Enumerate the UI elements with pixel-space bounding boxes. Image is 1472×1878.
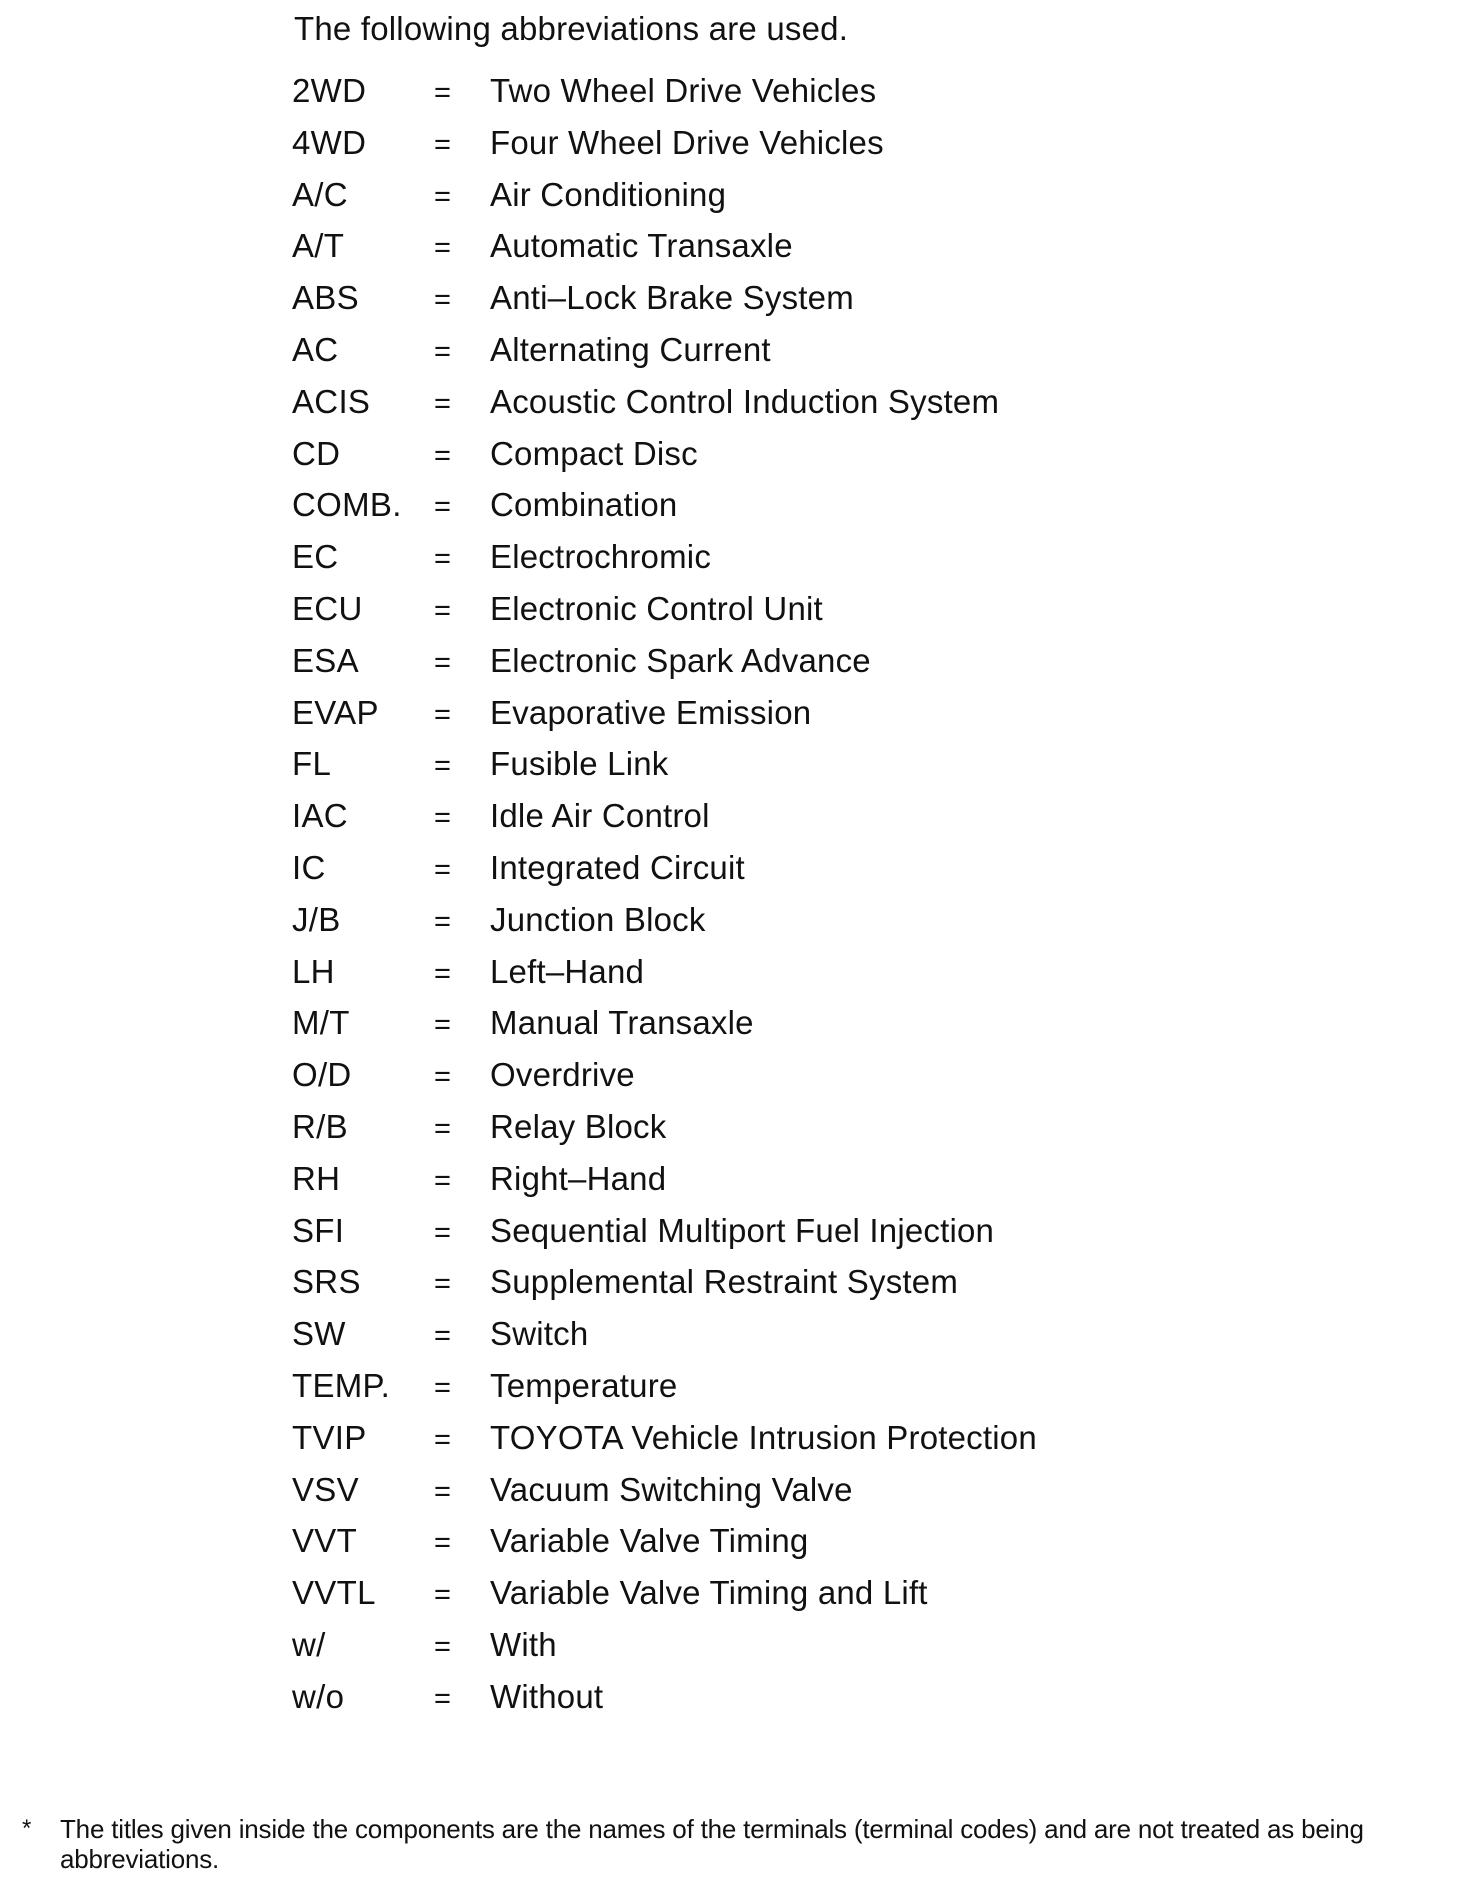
abbreviation-definition: Acoustic Control Induction System [490, 382, 1000, 420]
abbreviation-term: ECU [292, 589, 363, 627]
equals-sign: = [434, 284, 451, 317]
abbreviation-definition: Supplemental Restraint System [490, 1263, 959, 1301]
abbreviation-row [292, 538, 1037, 590]
equals-sign: = [434, 957, 451, 990]
abbreviation-definition: Two Wheel Drive Vehicles [490, 72, 877, 109]
abbreviation-row [292, 953, 1037, 1005]
abbreviation-row [292, 1419, 1037, 1471]
abbreviation-term: SW [292, 1315, 346, 1353]
abbreviation-term: COMB. [292, 486, 402, 524]
abbreviation-term: VVTL [292, 1574, 376, 1612]
equals-sign: = [434, 1371, 451, 1404]
abbreviation-definition: Variable Valve Timing [490, 1522, 809, 1560]
abbreviation-row [292, 1574, 1037, 1626]
abbreviation-row [292, 590, 1037, 642]
abbreviation-row [292, 1004, 1037, 1056]
abbreviation-definition: With [490, 1625, 557, 1663]
abbreviation-definition: Without [490, 1677, 604, 1715]
equals-sign: = [434, 802, 451, 835]
abbreviation-definition: Overdrive [490, 1056, 635, 1094]
abbreviation-row [292, 1678, 1037, 1730]
equals-sign: = [434, 1009, 451, 1042]
footnote-text: The titles given inside the components are the names of the terminals (terminal codes) and are not treated as being abbreviations. [60, 1814, 1364, 1874]
abbreviation-row [292, 1626, 1037, 1678]
abbreviation-definition: Automatic Transaxle [490, 227, 793, 265]
abbreviation-row [292, 1367, 1037, 1419]
equals-sign: = [434, 77, 451, 109]
abbreviation-row [292, 1263, 1037, 1315]
equals-sign: = [434, 1475, 451, 1508]
footnote-mark: * [22, 1815, 32, 1842]
abbreviation-term: 4WD [292, 123, 367, 161]
abbreviation-definition: Idle Air Control [490, 797, 710, 835]
abbreviation-row [292, 1056, 1037, 1108]
equals-sign: = [434, 1320, 451, 1353]
abbreviation-term: AC [292, 330, 339, 368]
abbreviation-definition: TOYOTA Vehicle Intrusion Protection [490, 1418, 1037, 1456]
abbreviation-term: ESA [292, 641, 359, 679]
abbreviation-row [292, 1108, 1037, 1160]
abbreviation-definition: Air Conditioning [490, 175, 727, 213]
abbreviation-definition: Temperature [490, 1366, 678, 1404]
equals-sign: = [434, 387, 451, 420]
abbreviation-row [292, 1471, 1037, 1523]
abbreviation-term: A/T [292, 227, 345, 265]
equals-sign: = [434, 1579, 451, 1612]
abbreviation-row [292, 279, 1037, 331]
abbreviation-row [292, 1212, 1037, 1264]
equals-sign: = [434, 128, 451, 161]
abbreviation-row [292, 383, 1037, 435]
abbreviation-definition: Vacuum Switching Valve [490, 1470, 853, 1508]
abbreviation-row [292, 745, 1037, 797]
abbreviation-term: w/o [292, 1677, 345, 1715]
abbreviation-definition: Switch [490, 1315, 589, 1353]
footnote [22, 1814, 1462, 1874]
abbreviation-row [292, 1160, 1037, 1212]
abbreviation-term: TVIP [292, 1418, 367, 1456]
abbreviation-definition: Electronic Control Unit [490, 589, 823, 627]
abbreviation-row [292, 694, 1037, 746]
equals-sign: = [434, 1061, 451, 1094]
abbreviation-term: w/ [292, 1625, 326, 1663]
abbreviation-term: CD [292, 434, 341, 472]
equals-sign: = [434, 1268, 451, 1301]
equals-sign: = [434, 180, 451, 213]
abbreviation-definition: Variable Valve Timing and Lift [490, 1574, 928, 1612]
abbreviation-row [292, 901, 1037, 953]
abbreviation-definition: Evaporative Emission [490, 693, 812, 731]
equals-sign: = [434, 335, 451, 368]
abbreviation-term: SRS [292, 1263, 361, 1301]
abbreviation-row [292, 435, 1037, 487]
abbreviation-term: A/C [292, 175, 348, 213]
abbreviation-definition: Junction Block [490, 900, 706, 938]
abbreviation-list [292, 72, 1037, 1730]
abbreviation-definition: Alternating Current [490, 330, 771, 368]
abbreviation-definition: Compact Disc [490, 434, 698, 472]
abbreviation-row [292, 486, 1037, 538]
equals-sign: = [434, 853, 451, 886]
equals-sign: = [434, 1216, 451, 1249]
abbreviation-term: TEMP. [292, 1366, 391, 1404]
abbreviation-definition: Left–Hand [490, 952, 645, 990]
abbreviation-term: O/D [292, 1056, 352, 1094]
abbreviation-definition: Electrochromic [490, 538, 712, 576]
abbreviation-term: EC [292, 538, 339, 576]
abbreviation-definition: Four Wheel Drive Vehicles [490, 123, 884, 161]
abbreviation-row [292, 227, 1037, 279]
abbreviation-row [292, 1522, 1037, 1574]
equals-sign: = [434, 491, 451, 524]
abbreviation-definition: Right–Hand [490, 1159, 667, 1197]
abbreviation-definition: Anti–Lock Brake System [490, 279, 854, 317]
abbreviation-term: M/T [292, 1004, 350, 1042]
abbreviation-term: IC [292, 848, 326, 886]
abbreviation-row [292, 642, 1037, 694]
abbreviation-row [292, 849, 1037, 901]
abbreviation-term: LH [292, 952, 335, 990]
abbreviation-definition: Fusible Link [490, 745, 669, 783]
equals-sign: = [434, 1112, 451, 1145]
abbreviation-term: ACIS [292, 382, 371, 420]
equals-sign: = [434, 1423, 451, 1456]
equals-sign: = [434, 905, 451, 938]
abbreviation-row [292, 176, 1037, 228]
abbreviation-term: J/B [292, 900, 341, 938]
equals-sign: = [434, 439, 451, 472]
intro-text: The following abbreviations are used. [294, 10, 849, 47]
abbreviation-definition: Electronic Spark Advance [490, 641, 871, 679]
equals-sign: = [434, 232, 451, 265]
abbreviation-row [292, 1315, 1037, 1367]
equals-sign: = [434, 1630, 451, 1663]
abbreviation-row [292, 124, 1037, 176]
abbreviation-definition: Integrated Circuit [490, 848, 745, 886]
abbreviation-term: 2WD [292, 72, 367, 109]
abbreviation-term: R/B [292, 1107, 348, 1145]
abbreviation-definition: Sequential Multiport Fuel Injection [490, 1211, 995, 1249]
equals-sign: = [434, 594, 451, 627]
equals-sign: = [434, 543, 451, 576]
abbreviation-definition: Relay Block [490, 1107, 667, 1145]
abbreviation-definition: Combination [490, 486, 678, 524]
abbreviation-term: SFI [292, 1211, 345, 1249]
equals-sign: = [434, 698, 451, 731]
equals-sign: = [434, 1164, 451, 1197]
abbreviation-term: FL [292, 745, 332, 783]
equals-sign: = [434, 646, 451, 679]
abbreviation-row [292, 72, 1037, 124]
abbreviation-term: VVT [292, 1522, 358, 1560]
equals-sign: = [434, 1682, 451, 1715]
equals-sign: = [434, 750, 451, 783]
abbreviation-term: VSV [292, 1470, 359, 1508]
abbreviation-term: IAC [292, 797, 348, 835]
abbreviation-row [292, 331, 1037, 383]
abbreviation-term: ABS [292, 279, 359, 317]
equals-sign: = [434, 1527, 451, 1560]
abbreviation-row [292, 797, 1037, 849]
abbreviation-term: EVAP [292, 693, 379, 731]
abbreviation-term: RH [292, 1159, 341, 1197]
abbreviation-definition: Manual Transaxle [490, 1004, 754, 1042]
